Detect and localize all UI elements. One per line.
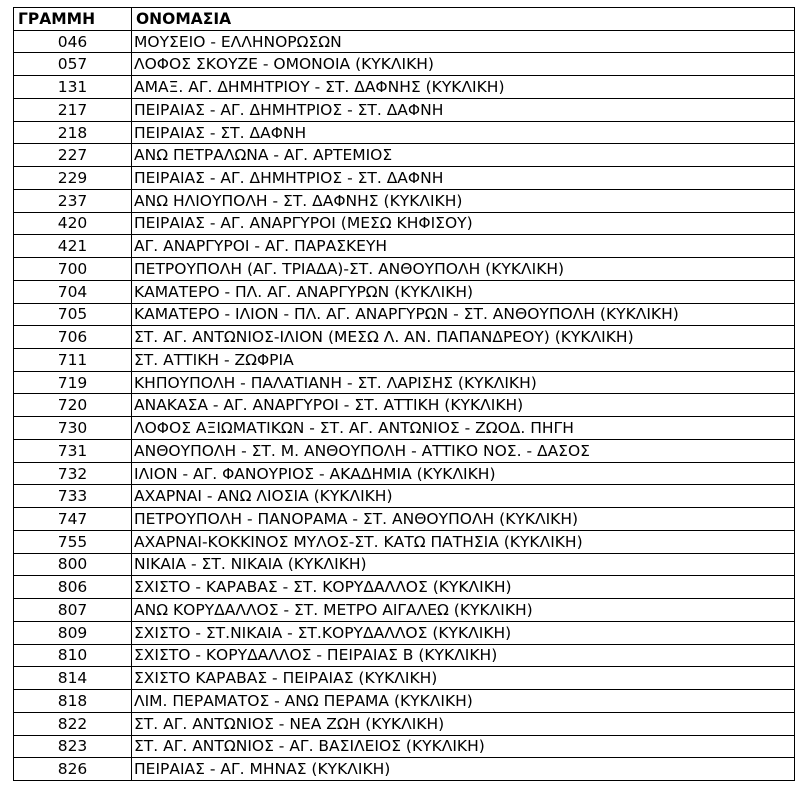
table-header-row [14, 8, 795, 31]
route-name-cell: ΣΤ. ΑΤΤΙΚΗ - ΖΩΦΡΙΑ [132, 349, 795, 372]
line-number-cell: 131 [14, 76, 132, 99]
line-number-cell: 755 [14, 530, 132, 553]
route-name-cell: ΑΝΩ ΠΕΤΡΑΛΩΝΑ - ΑΓ. ΑΡΤΕΜΙΟΣ [132, 144, 795, 167]
line-number-cell: 046 [14, 30, 132, 53]
table-row [14, 508, 795, 531]
line-number-cell: 217 [14, 98, 132, 121]
route-name-cell: ΛΟΦΟΣ ΑΞΙΩΜΑΤΙΚΩΝ - ΣΤ. ΑΓ. ΑΝΤΩΝΙΟΣ - ΖΩΟΔ. ΠΗΓΗ [132, 417, 795, 440]
table-row [14, 258, 795, 281]
line-number-cell: 057 [14, 53, 132, 76]
route-name-cell: ΚΑΜΑΤΕΡΟ - ΙΛΙΟΝ - ΠΛ. ΑΓ. ΑΝΑΡΓΥΡΩΝ - ΣΤ. ΑΝΘΟΥΠΟΛΗ (ΚΥΚΛΙΚΗ) [132, 303, 795, 326]
line-number-cell: 705 [14, 303, 132, 326]
line-number-cell: 237 [14, 189, 132, 212]
table-row [14, 462, 795, 485]
line-number-cell: 421 [14, 235, 132, 258]
table-row [14, 417, 795, 440]
table-row [14, 644, 795, 667]
line-number-cell: 218 [14, 121, 132, 144]
line-number-cell: 806 [14, 576, 132, 599]
route-name-cell: ΣΧΙΣΤΟ ΚΑΡΑΒΑΣ - ΠΕΙΡΑΙΑΣ (ΚΥΚΛΙΚΗ) [132, 667, 795, 690]
line-number-cell: 747 [14, 508, 132, 531]
table-row [14, 121, 795, 144]
bus-lines-table [13, 7, 795, 781]
line-number-cell: 818 [14, 690, 132, 713]
route-name-cell: ΙΛΙΟΝ - ΑΓ. ΦΑΝΟΥΡΙΟΣ - ΑΚΑΔΗΜΙΑ (ΚΥΚΛΙΚΗ) [132, 462, 795, 485]
route-name-cell: ΚΗΠΟΥΠΟΛΗ - ΠΑΛΑΤΙΑΝΗ - ΣΤ. ΛΑΡΙΣΗΣ (ΚΥΚΛΙΚΗ) [132, 371, 795, 394]
line-number-cell: 823 [14, 735, 132, 758]
line-number-cell: 800 [14, 553, 132, 576]
route-name-cell: ΠΕΙΡΑΙΑΣ - ΑΓ. ΑΝΑΡΓΥΡΟΙ (ΜΕΣΩ ΚΗΦΙΣΟΥ) [132, 212, 795, 235]
column-header-line: ΓΡΑΜΜΗ [14, 8, 132, 31]
column-header-name: ΟΝΟΜΑΣΙΑ [132, 8, 795, 31]
table-row [14, 53, 795, 76]
line-number-cell: 810 [14, 644, 132, 667]
route-name-cell: ΠΕΤΡΟΥΠΟΛΗ (ΑΓ. ΤΡΙΑΔΑ)-ΣΤ. ΑΝΘΟΥΠΟΛΗ (ΚΥΚΛΙΚΗ) [132, 258, 795, 281]
table-row [14, 235, 795, 258]
line-number-cell: 807 [14, 599, 132, 622]
table-row [14, 667, 795, 690]
line-number-cell: 229 [14, 167, 132, 190]
table-row [14, 371, 795, 394]
table-row [14, 439, 795, 462]
table-row [14, 167, 795, 190]
table-row [14, 326, 795, 349]
line-number-cell: 704 [14, 280, 132, 303]
route-name-cell: ΣΧΙΣΤΟ - ΚΟΡΥΔΑΛΛΟΣ - ΠΕΙΡΑΙΑΣ Β (ΚΥΚΛΙΚΗ) [132, 644, 795, 667]
route-name-cell: ΑΝΑΚΑΣΑ - ΑΓ. ΑΝΑΡΓΥΡΟΙ - ΣΤ. ΑΤΤΙΚΗ (ΚΥΚΛΙΚΗ) [132, 394, 795, 417]
route-name-cell: ΛΙΜ. ΠΕΡΑΜΑΤΟΣ - ΑΝΩ ΠΕΡΑΜΑ (ΚΥΚΛΙΚΗ) [132, 690, 795, 713]
route-name-cell: ΑΝΘΟΥΠΟΛΗ - ΣΤ. Μ. ΑΝΘΟΥΠΟΛΗ - ΑΤΤΙΚΟ ΝΟΣ. - ΔΑΣΟΣ [132, 439, 795, 462]
route-name-cell: ΑΝΩ ΚΟΡΥΔΑΛΛΟΣ - ΣΤ. ΜΕΤΡΟ ΑΙΓΑΛΕΩ (ΚΥΚΛΙΚΗ) [132, 599, 795, 622]
table-row [14, 712, 795, 735]
line-number-cell: 730 [14, 417, 132, 440]
table-row [14, 621, 795, 644]
route-name-cell: ΠΕΙΡΑΙΑΣ - ΑΓ. ΔΗΜΗΤΡΙΟΣ - ΣΤ. ΔΑΦΝΗ [132, 167, 795, 190]
table-row [14, 349, 795, 372]
table-row [14, 394, 795, 417]
line-number-cell: 700 [14, 258, 132, 281]
line-number-cell: 720 [14, 394, 132, 417]
table-row [14, 280, 795, 303]
line-number-cell: 706 [14, 326, 132, 349]
route-name-cell: ΝΙΚΑΙΑ - ΣΤ. ΝΙΚΑΙΑ (ΚΥΚΛΙΚΗ) [132, 553, 795, 576]
route-name-cell: ΠΕΤΡΟΥΠΟΛΗ - ΠΑΝΟΡΑΜΑ - ΣΤ. ΑΝΘΟΥΠΟΛΗ (ΚΥΚΛΙΚΗ) [132, 508, 795, 531]
route-name-cell: ΠΕΙΡΑΙΑΣ - ΑΓ. ΜΗΝΑΣ (ΚΥΚΛΙΚΗ) [132, 758, 795, 781]
route-name-cell: ΑΝΩ ΗΛΙΟΥΠΟΛΗ - ΣΤ. ΔΑΦΝΗΣ (ΚΥΚΛΙΚΗ) [132, 189, 795, 212]
line-number-cell: 809 [14, 621, 132, 644]
table-row [14, 189, 795, 212]
table-row [14, 735, 795, 758]
line-number-cell: 732 [14, 462, 132, 485]
line-number-cell: 814 [14, 667, 132, 690]
route-name-cell: ΑΓ. ΑΝΑΡΓΥΡΟΙ - ΑΓ. ΠΑΡΑΣΚΕΥΗ [132, 235, 795, 258]
line-number-cell: 227 [14, 144, 132, 167]
route-name-cell: ΣΧΙΣΤΟ - ΣΤ.ΝΙΚΑΙΑ - ΣΤ.ΚΟΡΥΔΑΛΛΟΣ (ΚΥΚΛΙΚΗ) [132, 621, 795, 644]
line-number-cell: 711 [14, 349, 132, 372]
table-row [14, 30, 795, 53]
table-row [14, 758, 795, 781]
table-row [14, 553, 795, 576]
line-number-cell: 420 [14, 212, 132, 235]
table-row [14, 599, 795, 622]
route-name-cell: ΣΧΙΣΤΟ - ΚΑΡΑΒΑΣ - ΣΤ. ΚΟΡΥΔΑΛΛΟΣ (ΚΥΚΛΙΚΗ) [132, 576, 795, 599]
table-row [14, 303, 795, 326]
line-number-cell: 826 [14, 758, 132, 781]
table-row [14, 485, 795, 508]
route-name-cell: ΜΟΥΣΕΙΟ - ΕΛΛΗΝΟΡΩΣΩΝ [132, 30, 795, 53]
line-number-cell: 731 [14, 439, 132, 462]
table-row [14, 98, 795, 121]
table-row [14, 530, 795, 553]
table-row [14, 212, 795, 235]
table-row [14, 76, 795, 99]
table-row [14, 690, 795, 713]
route-name-cell: ΛΟΦΟΣ ΣΚΟΥΖΕ - ΟΜΟΝΟΙΑ (ΚΥΚΛΙΚΗ) [132, 53, 795, 76]
route-name-cell: ΣΤ. ΑΓ. ΑΝΤΩΝΙΟΣ - ΑΓ. ΒΑΣΙΛΕΙΟΣ (ΚΥΚΛΙΚΗ) [132, 735, 795, 758]
route-name-cell: ΑΜΑΞ. ΑΓ. ΔΗΜΗΤΡΙΟΥ - ΣΤ. ΔΑΦΝΗΣ (ΚΥΚΛΙΚΗ) [132, 76, 795, 99]
table-body [14, 30, 795, 780]
route-name-cell: ΠΕΙΡΑΙΑΣ - ΑΓ. ΔΗΜΗΤΡΙΟΣ - ΣΤ. ΔΑΦΝΗ [132, 98, 795, 121]
table-row [14, 144, 795, 167]
table-row [14, 576, 795, 599]
route-name-cell: ΑΧΑΡΝΑΙ-ΚΟΚΚΙΝΟΣ ΜΥΛΟΣ-ΣΤ. ΚΑΤΩ ΠΑΤΗΣΙΑ (ΚΥΚΛΙΚΗ) [132, 530, 795, 553]
route-name-cell: ΣΤ. ΑΓ. ΑΝΤΩΝΙΟΣ-ΙΛΙΟΝ (ΜΕΣΩ Λ. ΑΝ. ΠΑΠΑΝΔΡΕΟΥ) (ΚΥΚΛΙΚΗ) [132, 326, 795, 349]
route-name-cell: ΚΑΜΑΤΕΡΟ - ΠΛ. ΑΓ. ΑΝΑΡΓΥΡΩΝ (ΚΥΚΛΙΚΗ) [132, 280, 795, 303]
line-number-cell: 719 [14, 371, 132, 394]
route-name-cell: ΠΕΙΡΑΙΑΣ - ΣΤ. ΔΑΦΝΗ [132, 121, 795, 144]
line-number-cell: 733 [14, 485, 132, 508]
route-name-cell: ΑΧΑΡΝΑΙ - ΑΝΩ ΛΙΟΣΙΑ (ΚΥΚΛΙΚΗ) [132, 485, 795, 508]
line-number-cell: 822 [14, 712, 132, 735]
route-name-cell: ΣΤ. ΑΓ. ΑΝΤΩΝΙΟΣ - ΝΕΑ ΖΩΗ (ΚΥΚΛΙΚΗ) [132, 712, 795, 735]
